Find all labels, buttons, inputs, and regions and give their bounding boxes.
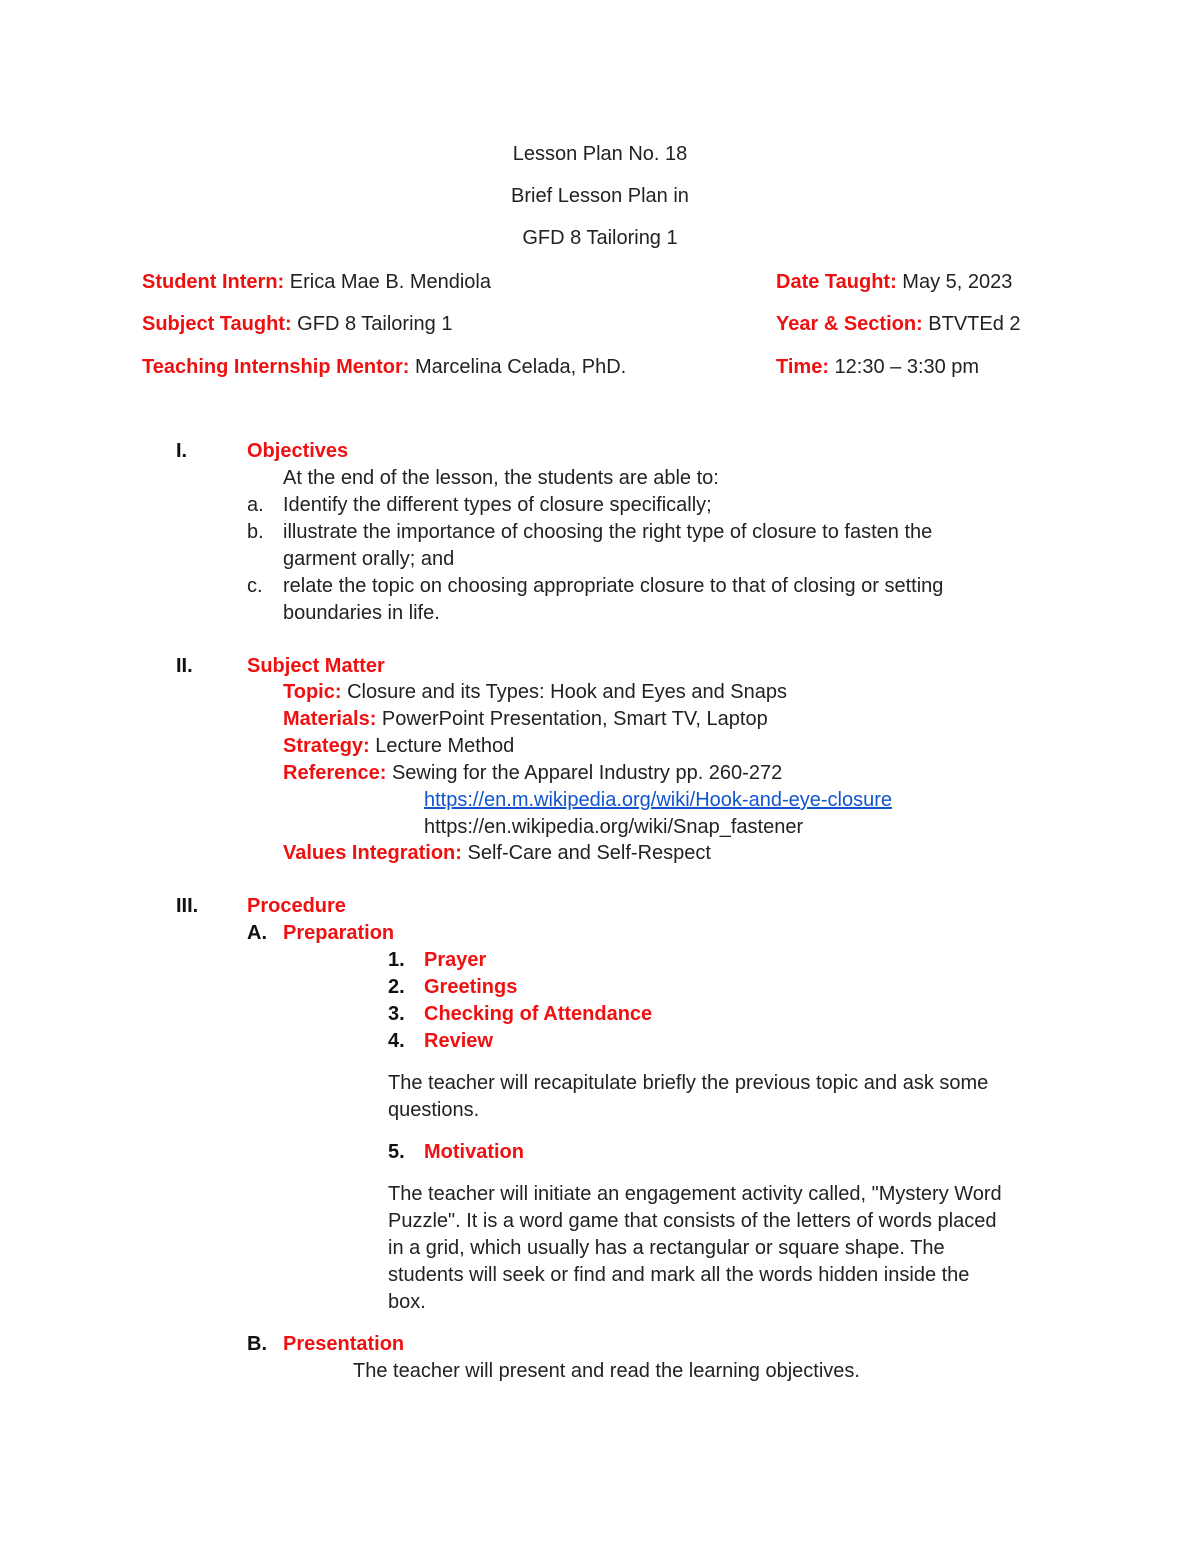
year-section-value: BTVTEd 2 [922, 313, 1021, 335]
materials-value: PowerPoint Presentation, Smart TV, Laptop [376, 708, 768, 730]
time-value: 12:30 – 3:30 pm [828, 356, 980, 378]
date-taught-label: Date Taught: [776, 271, 897, 293]
subject-matter-numeral: II. [176, 655, 193, 677]
presentation-heading: Presentation [283, 1333, 405, 1355]
objectives-numeral: I. [176, 440, 188, 462]
student-intern-row [142, 269, 491, 296]
objective-marker-a: a. [247, 494, 264, 516]
topic-row [283, 679, 787, 706]
doc-course: GFD 8 Tailoring 1 [522, 227, 678, 249]
time-label: Time: [776, 356, 829, 378]
step-num-5: 5. [388, 1141, 405, 1163]
review-text-2: questions. [388, 1099, 480, 1121]
materials-row [283, 706, 768, 733]
values-integration-label: Values Integration: [283, 842, 462, 864]
topic-label: Topic: [283, 681, 342, 703]
strategy-label: Strategy: [283, 735, 370, 757]
procedure-numeral: III. [176, 895, 199, 917]
step-num-3: 3. [388, 1003, 405, 1025]
reference-label: Reference: [283, 762, 387, 784]
step-greetings: Greetings [424, 976, 518, 998]
presentation-marker: B. [247, 1333, 267, 1355]
values-integration-value: Self-Care and Self-Respect [461, 842, 711, 864]
subject-matter-heading: Subject Matter [247, 655, 385, 677]
year-section-row [776, 311, 1021, 338]
mentor-row [142, 354, 626, 381]
reference-row [283, 760, 782, 787]
objective-c-text-1: relate the topic on choosing appropriate closure to that of closing or setting [283, 575, 944, 597]
step-motivation: Motivation [424, 1141, 524, 1163]
strategy-value: Lecture Method [369, 735, 515, 757]
objective-b-text-1: illustrate the importance of choosing the right type of closure to fasten the [283, 521, 933, 543]
date-taught-value: May 5, 2023 [896, 271, 1013, 293]
preparation-heading: Preparation [283, 922, 395, 944]
step-review: Review [424, 1030, 493, 1052]
step-attendance: Checking of Attendance [424, 1003, 653, 1025]
motivation-text-5: box. [388, 1291, 426, 1313]
subject-taught-label: Subject Taught: [142, 313, 292, 335]
objective-marker-b: b. [247, 521, 264, 543]
objectives-intro: At the end of the lesson, the students are able to: [283, 467, 719, 489]
motivation-text-3: in a grid, which usually has a rectangular or square shape. The [388, 1237, 945, 1259]
doc-subtitle: Brief Lesson Plan in [511, 185, 689, 207]
subject-taught-row [142, 311, 452, 338]
year-section-label: Year & Section: [776, 313, 923, 335]
objectives-heading: Objectives [247, 440, 349, 462]
doc-title: Lesson Plan No. 18 [512, 143, 688, 165]
student-intern-label: Student Intern: [142, 271, 285, 293]
procedure-heading: Procedure [247, 895, 346, 917]
student-intern-value: Erica Mae B. Mendiola [284, 271, 491, 293]
objective-marker-c: c. [247, 575, 263, 597]
date-taught-row [776, 269, 1012, 296]
step-num-2: 2. [388, 976, 405, 998]
step-prayer: Prayer [424, 949, 487, 971]
motivation-text-1: The teacher will initiate an engagement activity called, "Mystery Word [388, 1183, 1002, 1205]
time-row [776, 354, 979, 381]
topic-value: Closure and its Types: Hook and Eyes and Snaps [341, 681, 787, 703]
mentor-label: Teaching Internship Mentor: [142, 356, 410, 378]
objective-b-text-2: garment orally; and [283, 548, 455, 570]
reference-link-hook-and-eye[interactable]: https://en.m.wikipedia.org/wiki/Hook-and-eye-closure [424, 789, 892, 811]
preparation-marker: A. [247, 922, 267, 944]
review-text-1: The teacher will recapitulate briefly the previous topic and ask some [388, 1072, 989, 1094]
step-num-1: 1. [388, 949, 405, 971]
materials-label: Materials: [283, 708, 377, 730]
subject-taught-value: GFD 8 Tailoring 1 [291, 313, 453, 335]
motivation-text-4: students will seek or find and mark all the words hidden inside the [388, 1264, 970, 1286]
presentation-text: The teacher will present and read the learning objectives. [353, 1360, 860, 1382]
mentor-value: Marcelina Celada, PhD. [409, 356, 627, 378]
motivation-text-2: Puzzle". It is a word game that consists of the letters of words placed [388, 1210, 997, 1232]
values-integration-row [283, 840, 711, 867]
objective-c-text-2: boundaries in life. [283, 602, 440, 624]
step-num-4: 4. [388, 1030, 405, 1052]
reference-value: Sewing for the Apparel Industry pp. 260-272 [386, 762, 783, 784]
objective-a-text: Identify the different types of closure specifically; [283, 494, 712, 516]
reference-snap-fastener: https://en.wikipedia.org/wiki/Snap_fastener [424, 816, 804, 838]
strategy-row [283, 733, 514, 760]
